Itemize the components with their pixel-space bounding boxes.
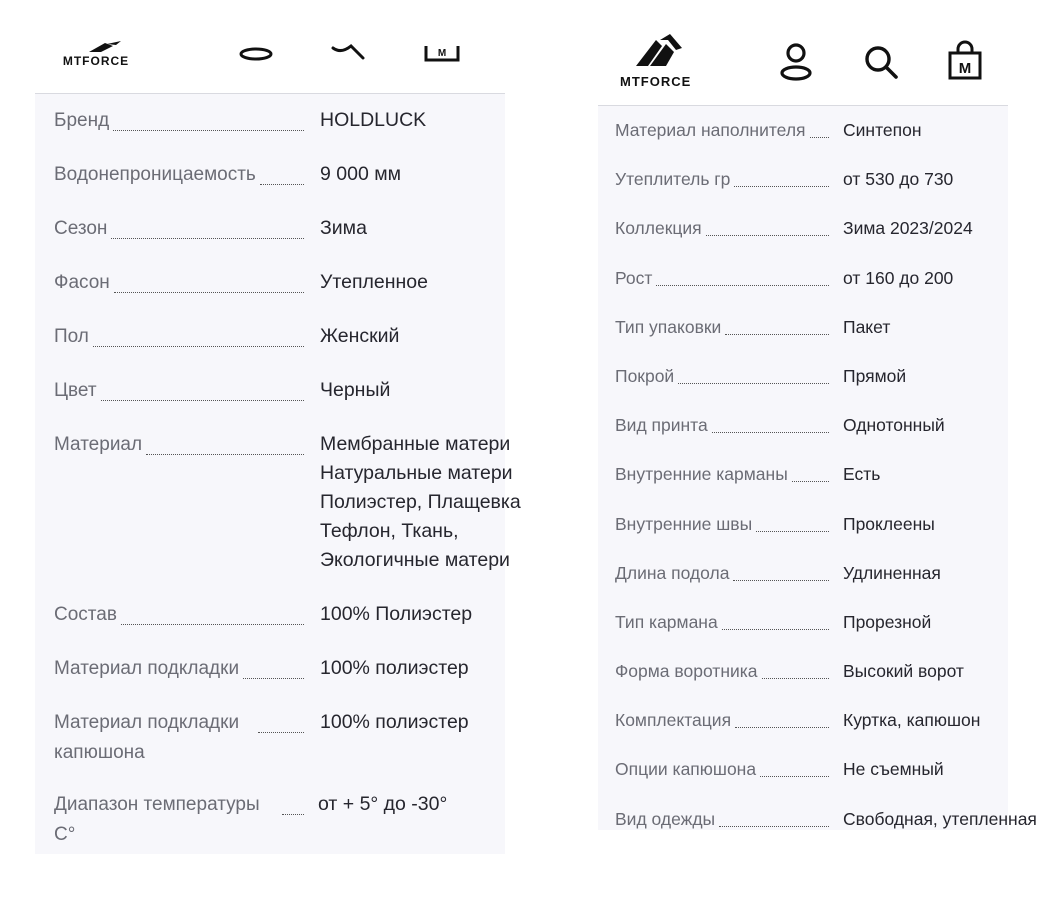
logo-mark-icon: [626, 32, 686, 74]
dotted-leader: [260, 184, 304, 185]
spec-row: [598, 647, 1008, 696]
spec-label: Тип упаковки: [615, 316, 722, 337]
dotted-leader: [258, 732, 304, 733]
dotted-leader: [733, 580, 829, 581]
dotted-leader: [725, 334, 829, 335]
shopping-bag-icon[interactable]: [946, 40, 984, 82]
spec-value: от 530 до 730: [843, 169, 954, 190]
spec-label: Тип кармана: [615, 611, 718, 632]
dotted-leader: [113, 130, 304, 131]
specs-list: [598, 106, 1037, 830]
spec-value: Синтепон: [843, 120, 922, 140]
spec-label: Состав: [54, 604, 117, 625]
user-icon[interactable]: [778, 42, 814, 82]
logo-text: MTFORCE: [62, 54, 130, 68]
dotted-leader: [678, 383, 829, 384]
bag-letter: M: [437, 48, 447, 59]
dotted-leader: [114, 292, 304, 293]
spec-row: [598, 450, 1008, 499]
shopping-bag-icon[interactable]: [423, 44, 461, 64]
spec-value: 100% полиэстер: [320, 657, 469, 679]
spec-row: [35, 256, 505, 310]
spec-row: [35, 588, 505, 642]
dotted-leader: [810, 137, 829, 138]
spec-label: Внутренние карманы: [615, 464, 788, 485]
dotted-leader: [722, 629, 829, 630]
logo-text: MTFORCE: [620, 74, 692, 89]
spec-row: [598, 401, 1008, 450]
spec-value: Не съемный: [843, 759, 944, 780]
dotted-leader: [111, 238, 304, 239]
dotted-leader: [756, 531, 829, 532]
dotted-leader: [719, 826, 829, 827]
spec-value: Удлиненная: [843, 562, 941, 583]
logo[interactable]: [620, 32, 691, 89]
spec-row: [35, 310, 505, 364]
spec-row: [598, 795, 1037, 844]
spec-label: Покрой: [615, 365, 675, 386]
spec-row: [598, 500, 1008, 549]
logo[interactable]: [61, 40, 131, 68]
specs-list: [35, 94, 521, 854]
spec-row: [35, 148, 505, 202]
dotted-leader: [762, 678, 829, 679]
spec-row: [598, 254, 1008, 303]
spec-label: Внутренние швы: [615, 513, 753, 534]
logo-mark-icon: [61, 40, 131, 54]
spec-value: [306, 418, 521, 575]
spec-value: Черный: [320, 379, 391, 401]
spec-value: от 160 до 200: [843, 267, 954, 288]
site-header: [598, 20, 1008, 106]
spec-value-line: Полиэстер, Плащевка: [320, 491, 521, 513]
dotted-leader: [706, 235, 829, 236]
spec-row: [35, 642, 505, 696]
spec-label: Цвет: [54, 380, 97, 401]
spec-label: Материал наполнителя: [615, 120, 806, 140]
spec-label: Фасон: [54, 272, 110, 293]
user-icon[interactable]: [238, 46, 274, 62]
spec-label: Утеплитель гр: [615, 169, 731, 190]
spec-value-line: Натуральные матери: [320, 462, 513, 484]
search-icon[interactable]: [331, 42, 367, 62]
dotted-leader: [760, 776, 829, 777]
spec-row: [598, 598, 1008, 647]
spec-value-line: Мембранные матери: [320, 433, 511, 455]
spec-value: Прямой: [843, 365, 907, 386]
spec-value: 9 000 мм: [320, 163, 402, 185]
spec-value: Прорезной: [843, 611, 932, 632]
spec-label: Водонепроницаемость: [54, 164, 256, 185]
spec-value: Куртка, капюшон: [843, 710, 981, 731]
spec-row: [598, 549, 1008, 598]
spec-label: Опции капюшона: [615, 759, 757, 780]
dotted-leader: [792, 481, 829, 482]
dotted-leader: [146, 454, 304, 455]
spec-row: [598, 204, 1008, 253]
spec-value: Утепленное: [320, 271, 428, 293]
spec-label: Диапазон температуры С°: [54, 794, 260, 845]
spec-value: 100% полиэстер: [320, 711, 469, 733]
screenshot-left: [35, 30, 521, 855]
spec-row: [598, 303, 1008, 352]
dotted-leader: [282, 814, 304, 815]
spec-value: Проклеены: [843, 513, 935, 534]
spec-row: [35, 418, 521, 588]
spec-label: Вид одежды: [615, 808, 716, 829]
bag-letter: M: [958, 60, 972, 77]
site-header: [35, 30, 505, 94]
spec-value: Свободная, утепленная: [843, 808, 1037, 829]
spec-row: [35, 364, 505, 418]
spec-row: [35, 696, 505, 778]
spec-label: Бренд: [54, 110, 110, 131]
spec-label: Материал: [54, 434, 143, 455]
dotted-leader: [735, 727, 829, 728]
spec-row: [598, 352, 1008, 401]
spec-value: Пакет: [843, 316, 891, 337]
dotted-leader: [656, 285, 829, 286]
screenshot-right: [598, 20, 1037, 830]
spec-value: Зима 2023/2024: [843, 218, 973, 239]
spec-row: [598, 745, 1008, 794]
spec-label: Длина подола: [615, 562, 730, 583]
spec-row: [35, 202, 505, 256]
spec-label: Материал подкладки капюшона: [54, 712, 240, 763]
spec-label: Материал подкладки: [54, 658, 240, 679]
dotted-leader: [93, 346, 304, 347]
spec-label: Форма воротника: [615, 661, 758, 682]
dotted-leader: [101, 400, 304, 401]
spec-label: Рост: [615, 267, 653, 288]
spec-value: 100% Полиэстер: [320, 603, 473, 625]
search-icon[interactable]: [863, 44, 899, 80]
spec-value: HOLDLUCK: [320, 109, 427, 131]
spec-value: Есть: [843, 464, 881, 485]
spec-value: от + 5° до -30°: [318, 793, 448, 815]
spec-label: Вид принта: [615, 415, 708, 436]
dotted-leader: [243, 678, 304, 679]
spec-value: Высокий ворот: [843, 661, 964, 682]
spec-label: Пол: [54, 326, 89, 347]
spec-value: Женский: [320, 325, 400, 347]
spec-label: Коллекция: [615, 218, 702, 239]
spec-value-line: Тефлон, Ткань,: [320, 520, 459, 542]
spec-row: [598, 106, 1008, 155]
spec-row: [598, 696, 1008, 745]
spec-value: Зима: [320, 217, 367, 239]
spec-row: [35, 94, 505, 148]
dotted-leader: [712, 432, 829, 433]
spec-value: Однотонный: [843, 415, 945, 436]
spec-label: Сезон: [54, 218, 108, 239]
spec-row: [598, 155, 1008, 204]
spec-row: [35, 778, 505, 850]
dotted-leader: [121, 624, 304, 625]
dotted-leader: [734, 186, 829, 187]
spec-label: Комплектация: [615, 710, 732, 731]
spec-value-line: Экологичные матери: [320, 549, 510, 571]
